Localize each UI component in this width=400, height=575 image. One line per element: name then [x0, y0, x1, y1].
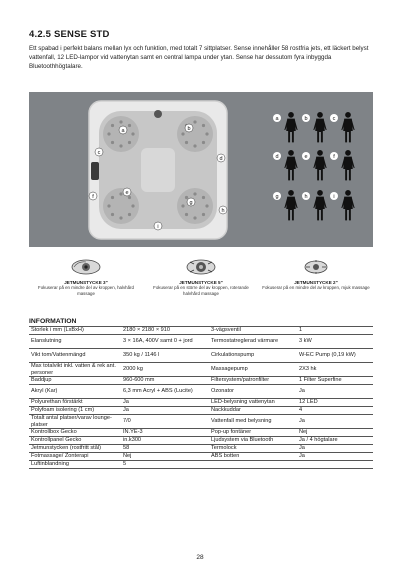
callout-label: b — [187, 126, 191, 132]
figure-callout-label: d — [275, 154, 279, 160]
spec-cell: Nej — [297, 429, 373, 437]
callout-label: a — [121, 128, 125, 134]
jet-dot — [119, 120, 122, 123]
jet-name: JETMUNSTYCKE 5" — [179, 280, 223, 285]
spec-cell: ABS botten — [209, 453, 297, 461]
spiral-jet-icon — [31, 257, 141, 277]
body-figure — [284, 190, 297, 220]
spec-cell: Storlek i mm (LxBxH) — [29, 327, 121, 335]
spec-cell: Nackkuddar — [209, 407, 297, 415]
jet-name: JETMUNSTYCKE 2" — [294, 280, 338, 285]
spec-cell: W-EC Pump (0,19 kW) — [297, 349, 373, 363]
spec-cell: Totalt antal platser/varav lounge-platser — [29, 415, 121, 429]
callout-label: f — [92, 194, 94, 200]
jet-dot — [119, 144, 122, 147]
jet-dot — [128, 124, 131, 127]
spec-cell: Ja — [297, 415, 373, 429]
spec-cell: Akryl (Kar) — [29, 385, 121, 399]
spec-cell: 1 Filter Superfine — [297, 377, 373, 385]
body-figure — [341, 112, 354, 142]
body-figure — [341, 190, 354, 220]
spec-cell: Termostatreglerad värmare — [209, 335, 297, 349]
jet-dot — [107, 204, 110, 207]
small-jet-icon — [261, 257, 371, 277]
jet-dot — [119, 216, 122, 219]
callout-label: d — [219, 156, 223, 162]
spec-cell: Max totalvikt inkl. vatten & rek ant. personer — [29, 363, 121, 377]
spec-cell — [297, 461, 373, 469]
figure-callout-label: a — [275, 116, 279, 122]
spec-cell: 3 kW — [297, 335, 373, 349]
jet-dot — [193, 216, 196, 219]
jet-dot — [119, 192, 122, 195]
spec-row — [29, 363, 373, 377]
spec-row — [29, 385, 373, 399]
jet-dot — [111, 124, 114, 127]
spec-cell: Cirkulationspump — [209, 349, 297, 363]
spec-row — [29, 445, 373, 453]
spec-cell: Termolock — [209, 445, 297, 453]
jet-dot — [205, 132, 208, 135]
figure-callout-label: g — [275, 194, 279, 200]
jet-dot — [131, 132, 134, 135]
spec-cell: Baddjup — [29, 377, 121, 385]
spec-cell: Luftinblandning — [29, 461, 121, 469]
spec-cell: 2X3 hk — [297, 363, 373, 377]
spec-cell: 12 LED — [297, 399, 373, 407]
spec-cell: Pop-up fontäner — [209, 429, 297, 437]
spec-cell: 960-600 mm — [121, 377, 209, 385]
page-number: 28 — [196, 554, 204, 561]
callout-label: e — [125, 190, 129, 196]
jet-dot — [107, 132, 110, 135]
jet-dot — [111, 196, 114, 199]
spec-cell: Ja — [297, 445, 373, 453]
callout-label: i — [157, 224, 159, 230]
rotating-jet-icon — [146, 257, 256, 277]
jet-dot — [193, 120, 196, 123]
callout-label: c — [97, 150, 101, 156]
spec-cell: 7/0 — [121, 415, 209, 429]
spec-cell: Ja — [297, 453, 373, 461]
spec-cell: 3 × 16A, 400V samt 0 + jord — [121, 335, 209, 349]
section-title: 4.2.5 SENSE STD — [29, 29, 110, 40]
spec-row — [29, 407, 373, 415]
jet-dot — [185, 141, 188, 144]
spec-cell: Kontrollbox Gecko — [29, 429, 121, 437]
jet-dot — [202, 196, 205, 199]
jet-dot — [193, 144, 196, 147]
spec-row — [29, 349, 373, 363]
spec-cell: Kontrollpanel Gecko — [29, 437, 121, 445]
callout-label: g — [189, 200, 193, 206]
jet-legend — [29, 257, 373, 297]
jet-dot — [111, 141, 114, 144]
spec-row — [29, 335, 373, 349]
spec-cell: Vattenfall med belysning — [209, 415, 297, 429]
jet-description: Fokuserar på en mindre del av kroppen, mjuk massage — [262, 285, 370, 290]
body-figure — [313, 190, 326, 220]
jet-dot — [193, 192, 196, 195]
spec-cell: Ljudsystem via Bluetooth — [209, 437, 297, 445]
jet-description: Fokuserar på en större del av kroppen, roterande halvhård massage — [153, 285, 249, 296]
spec-cell: Ja — [121, 407, 209, 415]
figure-callout-label: h — [304, 194, 308, 200]
figure-callout-label: f — [333, 154, 335, 160]
spec-cell: 2000 kg — [121, 363, 209, 377]
spec-cell: Fotmassage/ Zonterapi — [29, 453, 121, 461]
spec-cell: 4 — [297, 407, 373, 415]
spec-row — [29, 453, 373, 461]
spec-cell: Filtersystem/patronfilter — [209, 377, 297, 385]
spa-diagram — [29, 92, 373, 247]
spec-row — [29, 429, 373, 437]
jet-dot — [185, 213, 188, 216]
figure-callout-label: i — [333, 194, 335, 200]
spec-cell: 2180 × 2180 × 910 — [121, 327, 209, 335]
body-figure — [284, 112, 297, 142]
jet-legend-item — [31, 257, 141, 296]
spec-cell: 6,3 mm Acryl + ABS (Lucite) — [121, 385, 209, 399]
spec-cell: Vikt tom/Vattenmängd — [29, 349, 121, 363]
figure-callout-label: e — [304, 154, 308, 160]
spec-cell: 5 — [121, 461, 209, 469]
spec-cell: 350 kg / 1146 l — [121, 349, 209, 363]
spec-cell: Massagepump — [209, 363, 297, 377]
body-figure — [341, 150, 354, 180]
massage-zone-figures — [273, 112, 355, 220]
jet-description: Fokuserar på en mindre del av kroppen, halvhård massage — [38, 285, 134, 296]
jet-dot — [181, 132, 184, 135]
jet-dot — [185, 196, 188, 199]
spec-cell: Jetmunstycken (rostfritt stål) — [29, 445, 121, 453]
spec-cell: Ja — [297, 385, 373, 399]
body-figure — [313, 112, 326, 142]
spec-row — [29, 415, 373, 429]
spec-cell: in.k300 — [121, 437, 209, 445]
spec-row — [29, 399, 373, 407]
jet-dot — [128, 196, 131, 199]
spec-cell: LED-belysning vattenytan — [209, 399, 297, 407]
jet-legend-item — [261, 257, 371, 291]
jet-legend-item — [146, 257, 256, 296]
jet-dot — [202, 141, 205, 144]
jet-dot — [111, 213, 114, 216]
spec-row — [29, 461, 373, 469]
spec-row — [29, 437, 373, 445]
spec-cell: IN.YE-3 — [121, 429, 209, 437]
jet-dot — [205, 204, 208, 207]
spec-cell: Elanslutning — [29, 335, 121, 349]
spec-cell: Ja / 4 högtalare — [297, 437, 373, 445]
spec-cell: Ja — [121, 399, 209, 407]
spec-cell: Ozonator — [209, 385, 297, 399]
jet-name: JETMUNSTYCKE 3" — [64, 280, 108, 285]
figure-callout-label: b — [304, 116, 308, 122]
jet-dot — [202, 213, 205, 216]
body-figure — [284, 150, 297, 180]
callout-label: h — [221, 208, 225, 214]
spec-cell: Polyfoam isolering (1 cm) — [29, 407, 121, 415]
spec-table — [29, 326, 373, 469]
spec-cell: 3-vägsventil — [209, 327, 297, 335]
body-figure — [313, 150, 326, 180]
control-panel — [91, 162, 99, 180]
waterfall — [154, 110, 162, 118]
center-footwell — [141, 148, 175, 192]
spec-cell: 58 — [121, 445, 209, 453]
spec-row — [29, 327, 373, 335]
spec-cell: Nej — [121, 453, 209, 461]
jet-dot — [202, 124, 205, 127]
jet-dot — [128, 141, 131, 144]
jet-dot — [128, 213, 131, 216]
spa-top-view-figure — [29, 92, 373, 247]
spec-cell: Polyurethan förstärkt — [29, 399, 121, 407]
jet-dot — [131, 204, 134, 207]
jet-dot — [181, 204, 184, 207]
spec-cell: 1 — [297, 327, 373, 335]
info-heading: INFORMATION — [29, 318, 77, 325]
spec-cell — [209, 461, 297, 469]
spec-row — [29, 377, 373, 385]
figure-callout-label: c — [332, 116, 336, 122]
section-intro: Ett spabad i perfekt balans mellan lyx och funktion, med totalt 7 sittplatser. Sense innehåller 58 rostfria jets, ett läckert belyst vattenfall, 12 LED-lampor vid vattenytan samt en central lampa under ytan. Sense har dessutom fyra inbyggda Bluetoothhögtalare. — [29, 45, 369, 70]
